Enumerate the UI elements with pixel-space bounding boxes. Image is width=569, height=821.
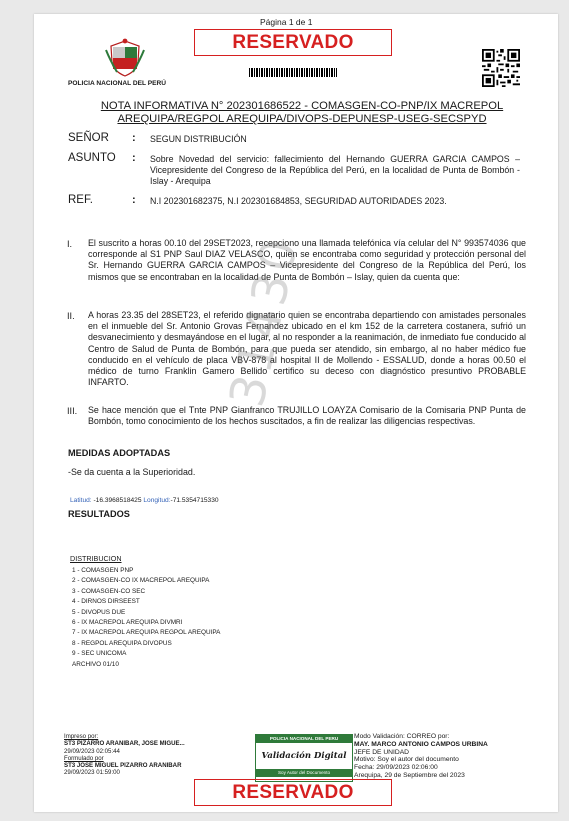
qr-code-icon: [482, 49, 520, 87]
medidas-text: -Se da cuenta a la Superioridad.: [68, 467, 196, 477]
paragraph-1-number: I.: [67, 239, 73, 249]
title-line-2: AREQUIPA/REGPOL AREQUIPA/DIVOPS-DEPUNESP-USEG-SECSPYD: [117, 113, 487, 125]
distribucion-item: 6 - IX MACREPOL AREQUIPA DIVMRI: [72, 619, 183, 627]
distribucion-item: 5 - DIVOPUS DUE: [72, 608, 126, 616]
senor-value: SEGUN DISTRIBUCIÓN: [150, 134, 247, 144]
ref-label: REF.: [68, 194, 93, 206]
paragraph-3-number: III.: [67, 406, 78, 416]
peru-police-shield-icon: [104, 38, 146, 78]
paragraph-3: Se hace mención que el Tnte PNP Gianfranco TRUJILLO LOAYZA Comisario de la Comisaria PNP Punta de Bombón, tomo conocimiento de los hechos suscitados, a fin de realizar las diligencias respectivas.: [88, 405, 526, 427]
signer-role: JEFE DE UNIDAD: [354, 748, 409, 756]
formulado-label: Formulado por: [64, 754, 104, 762]
signature-date: Fecha: 29/09/2023 02:06:00: [354, 764, 438, 772]
signature-reason: Motivo: Soy el autor del documento: [354, 756, 459, 764]
page-number: Página 1 de 1: [260, 17, 313, 27]
impreso-label: Impreso por:: [64, 733, 99, 740]
watermark-number: 31430: [219, 231, 310, 412]
title-line-1: NOTA INFORMATIVA N° 202301686522 - COMASGEN-CO-PNP/IX MACREPOL: [100, 100, 504, 112]
distribucion-item: 9 - SEC UNICOMA: [72, 650, 127, 658]
asunto-colon: :: [132, 152, 136, 164]
ref-colon: :: [132, 194, 136, 206]
formulado-name: ST3 JOSE MIGUEL PIZARRO ARANIBAR: [64, 762, 182, 770]
longitude-value: -71.5354715330: [170, 497, 219, 504]
paragraph-2-number: II.: [67, 311, 75, 321]
document-page: [34, 14, 558, 812]
impreso-name: ST3 PIZARRO ARANIBAR, JOSE MIGUE...: [64, 740, 185, 748]
asunto-label: ASUNTO: [68, 152, 116, 164]
validation-mode: Modo Validación: CORREO por:: [354, 733, 450, 740]
footer-validation: [354, 733, 488, 780]
digital-validation-badge: [255, 734, 353, 782]
badge-bottom: Soy Autor del Documento: [256, 769, 352, 777]
reservado-stamp-bottom: RESERVADO: [194, 779, 392, 806]
paragraph-1: El suscrito a horas 00.10 del 29SET2023, recepciono una llamada telefónica vía celular del N° 993574036 que corresponde al S1 PNP Saul DIAZ VELASCO, quien se encontraba como seguridad y protección personal del Sr. Hernando GUERRA GARCIA CAMPOS – Vicepresidente del Congreso de la República del Perú, los mismos que se encontraban en la localidad de Punta de Bombón – Islay, quien da cuenta que:: [88, 238, 526, 282]
latitude-value: -16.3968518425: [93, 497, 142, 504]
asunto-value: Sobre Novedad del servicio: fallecimiento del Hernando GUERRA GARCIA CAMPOS – Vicepresidente del Congreso de la República del Perú, en la localidad de Punta de Bombón - Islay - Arequipa: [150, 154, 520, 186]
formulado-date: 29/09/2023 01:59:00: [64, 769, 120, 777]
place-date: Arequipa, 29 de Septiembre del 2023: [354, 771, 465, 779]
coordinates: [70, 497, 219, 504]
distribucion-item: 3 - COMASGEN-CO SEC: [72, 587, 146, 595]
distribucion-item: 1 - COMASGEN PNP: [72, 567, 134, 574]
distribucion-item: 7 - IX MACREPOL AREQUIPA REGPOL AREQUIPA: [72, 629, 221, 637]
paragraph-2: A horas 23.35 del 28SET23, el referido dignatario quien se encontraba departiendo con amistades personales en el inmueble del Sr. Antonio Grovas Fernandez ubicado en el km 152 de la carretera costanera, sufrió un desvanecimiento y desmayándose en el lugar, al no responder a la reanimación, de inmediato fue conducido al Centro de Salud de Punta de Bombón, para que pueda ser atendido, sin embargo, al no haber médico fue conducido en el vehículo de placa VBV-878 al hospital II de Mollendo - ESSALUD, donde a horas 00.50 el médico de turno Franklin Gamero Bellido certifico su deceso con diagnóstico presuntivo PROBABLE INFARTO.: [88, 310, 526, 388]
barcode-icon: [249, 68, 337, 77]
distribucion-item: 4 - DIRNOS DIRSEEST: [72, 598, 140, 606]
footer-printed-by: [64, 733, 185, 777]
org-name: POLICIA NACIONAL DEL PERÚ: [68, 80, 167, 87]
latitude-label: Latitud:: [70, 497, 92, 504]
signer-name: MAY. MARCO ANTONIO CAMPOS URBINA: [354, 740, 488, 748]
archivo-line: ARCHIVO 01/10: [72, 660, 119, 668]
badge-middle: Validación Digital: [261, 751, 347, 761]
senor-label: SEÑOR: [68, 132, 109, 144]
reservado-stamp-top: RESERVADO: [194, 29, 392, 56]
impreso-date: 29/09/2023 02:05:44: [64, 747, 120, 755]
distribucion-item: 8 - REGPOL AREQUIPA DIVOPUS: [72, 639, 172, 647]
distribucion-item: 2 - COMASGEN-CO IX MACREPOL AREQUIPA: [72, 577, 210, 585]
senor-colon: :: [132, 132, 136, 144]
medidas-heading: MEDIDAS ADOPTADAS: [68, 448, 171, 458]
distribucion-list: [72, 566, 220, 670]
resultados-heading: RESULTADOS: [68, 509, 130, 519]
document-title: [72, 100, 532, 126]
ref-value: N.I 202301682375, N.I 202301684853, SEGURIDAD AUTORIDADES 2023.: [150, 196, 447, 206]
badge-top: POLICIA NACIONAL DEL PERU: [256, 735, 352, 743]
distribucion-heading: DISTRIBUCION: [70, 554, 122, 563]
longitude-label: Longitud:: [143, 497, 171, 504]
